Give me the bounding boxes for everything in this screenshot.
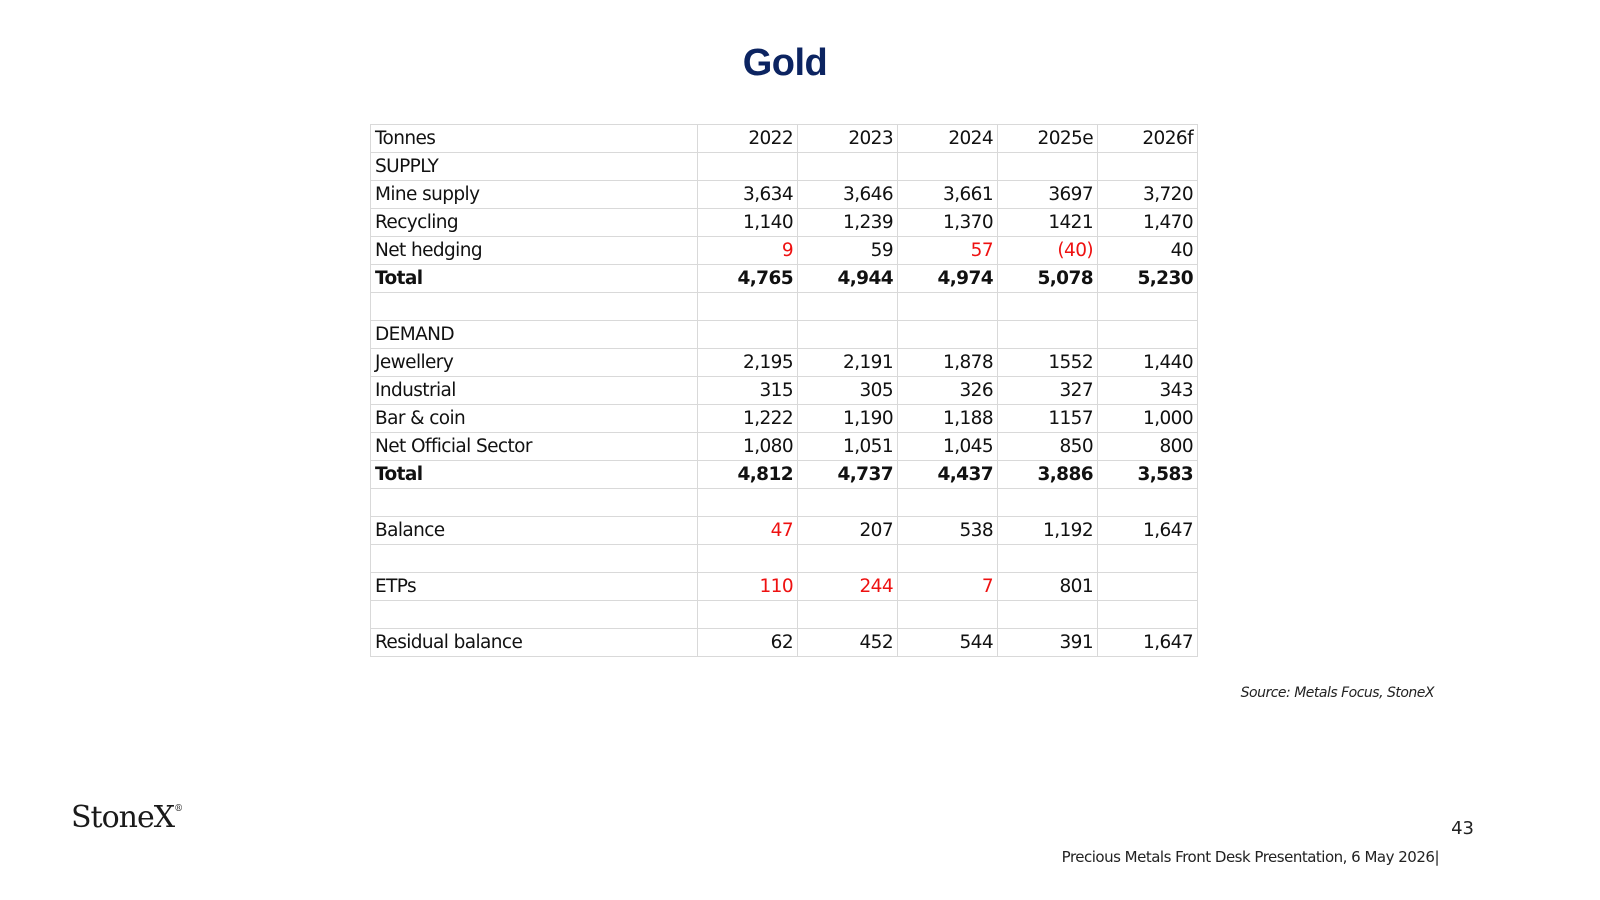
row-label: Net Official Sector (371, 433, 698, 461)
value-cell (698, 153, 798, 181)
value-cell (898, 601, 998, 629)
value-cell: 315 (698, 377, 798, 405)
table-row (371, 237, 1198, 265)
value-cell: 7 (898, 573, 998, 601)
table-body (371, 125, 1198, 657)
value-cell (698, 293, 798, 321)
value-cell: 1,222 (698, 405, 798, 433)
row-label: DEMAND (371, 321, 698, 349)
value-cell: 1,440 (1098, 349, 1198, 377)
row-label: Total (371, 461, 698, 489)
value-cell: 1,000 (1098, 405, 1198, 433)
table-row (371, 349, 1198, 377)
value-cell: 5,078 (998, 265, 1098, 293)
value-cell: 326 (898, 377, 998, 405)
value-cell (898, 545, 998, 573)
value-cell (1098, 153, 1198, 181)
row-label (371, 489, 698, 517)
value-cell: 1,190 (798, 405, 898, 433)
value-cell: 57 (898, 237, 998, 265)
value-cell: 4,765 (698, 265, 798, 293)
row-label: SUPPLY (371, 153, 698, 181)
value-cell (898, 321, 998, 349)
page-number: 43 (1451, 818, 1474, 839)
value-cell (1098, 293, 1198, 321)
table-row (371, 181, 1198, 209)
value-cell: 3,646 (798, 181, 898, 209)
value-cell: 305 (798, 377, 898, 405)
value-cell: 1552 (998, 349, 1098, 377)
table-row (371, 293, 1198, 321)
table-row (371, 489, 1198, 517)
value-cell: 850 (998, 433, 1098, 461)
value-cell (798, 153, 898, 181)
value-cell: 1421 (998, 209, 1098, 237)
value-cell: 4,437 (898, 461, 998, 489)
table-row (371, 433, 1198, 461)
table-row (371, 573, 1198, 601)
table-row (371, 517, 1198, 545)
table-row (371, 629, 1198, 657)
value-cell: 3,720 (1098, 181, 1198, 209)
value-cell (1098, 321, 1198, 349)
value-cell: 4,974 (898, 265, 998, 293)
table-row (371, 321, 1198, 349)
value-cell (698, 321, 798, 349)
value-cell: (40) (998, 237, 1098, 265)
table-row (371, 405, 1198, 433)
value-cell: 1,647 (1098, 517, 1198, 545)
value-cell: 327 (998, 377, 1098, 405)
value-cell: 1,045 (898, 433, 998, 461)
value-cell: 3,661 (898, 181, 998, 209)
value-cell: 4,737 (798, 461, 898, 489)
value-cell: 391 (998, 629, 1098, 657)
value-cell (798, 489, 898, 517)
value-cell (698, 545, 798, 573)
footer-text: Precious Metals Front Desk Presentation, 6 May 2026| (1061, 848, 1439, 866)
table-row (371, 153, 1198, 181)
header-cell-year: 2026f (1098, 125, 1198, 153)
table-row (371, 461, 1198, 489)
table-row (371, 601, 1198, 629)
row-label: Mine supply (371, 181, 698, 209)
value-cell (898, 153, 998, 181)
source-note: Source: Metals Focus, StoneX (1240, 685, 1434, 701)
value-cell (698, 601, 798, 629)
registered-mark: ® (174, 804, 183, 814)
value-cell: 244 (798, 573, 898, 601)
value-cell (898, 293, 998, 321)
value-cell: 4,944 (798, 265, 898, 293)
value-cell (998, 321, 1098, 349)
row-label (371, 601, 698, 629)
stonex-logo (71, 800, 182, 835)
value-cell: 9 (698, 237, 798, 265)
table-row (371, 209, 1198, 237)
value-cell: 343 (1098, 377, 1198, 405)
value-cell (998, 489, 1098, 517)
value-cell: 1,647 (1098, 629, 1198, 657)
value-cell (998, 153, 1098, 181)
value-cell: 452 (798, 629, 898, 657)
row-label: Recycling (371, 209, 698, 237)
row-label: Bar & coin (371, 405, 698, 433)
value-cell: 207 (798, 517, 898, 545)
value-cell: 544 (898, 629, 998, 657)
table-row (371, 377, 1198, 405)
value-cell: 1,140 (698, 209, 798, 237)
value-cell (898, 489, 998, 517)
page-title: Gold (742, 42, 828, 84)
value-cell: 1,188 (898, 405, 998, 433)
table-row (371, 545, 1198, 573)
row-label: Industrial (371, 377, 698, 405)
value-cell (998, 601, 1098, 629)
header-cell-year: 2024 (898, 125, 998, 153)
value-cell: 1,051 (798, 433, 898, 461)
value-cell (798, 545, 898, 573)
row-label: Residual balance (371, 629, 698, 657)
value-cell: 47 (698, 517, 798, 545)
value-cell: 1,192 (998, 517, 1098, 545)
logo-text: StoneX (71, 800, 175, 835)
value-cell: 1157 (998, 405, 1098, 433)
table-row (371, 265, 1198, 293)
value-cell: 3,583 (1098, 461, 1198, 489)
value-cell: 2,195 (698, 349, 798, 377)
value-cell: 3697 (998, 181, 1098, 209)
value-cell: 1,239 (798, 209, 898, 237)
value-cell: 1,470 (1098, 209, 1198, 237)
value-cell (1098, 545, 1198, 573)
header-cell-year: 2023 (798, 125, 898, 153)
header-cell-year: 2025e (998, 125, 1098, 153)
value-cell (698, 489, 798, 517)
value-cell: 1,080 (698, 433, 798, 461)
value-cell: 800 (1098, 433, 1198, 461)
value-cell (1098, 489, 1198, 517)
value-cell: 538 (898, 517, 998, 545)
row-label: Balance (371, 517, 698, 545)
value-cell: 3,886 (998, 461, 1098, 489)
value-cell (798, 321, 898, 349)
value-cell (798, 601, 898, 629)
value-cell (998, 545, 1098, 573)
value-cell (998, 293, 1098, 321)
value-cell (1098, 601, 1198, 629)
value-cell (798, 293, 898, 321)
value-cell: 62 (698, 629, 798, 657)
row-label: Jewellery (371, 349, 698, 377)
row-label (371, 545, 698, 573)
header-cell-year: 2022 (698, 125, 798, 153)
supply-demand-table (370, 124, 1198, 657)
value-cell (1098, 573, 1198, 601)
value-cell: 2,191 (798, 349, 898, 377)
value-cell: 110 (698, 573, 798, 601)
value-cell: 1,370 (898, 209, 998, 237)
value-cell: 4,812 (698, 461, 798, 489)
row-label: Total (371, 265, 698, 293)
value-cell: 801 (998, 573, 1098, 601)
value-cell: 3,634 (698, 181, 798, 209)
row-label: ETPs (371, 573, 698, 601)
row-label: Net hedging (371, 237, 698, 265)
header-cell-unit: Tonnes (371, 125, 698, 153)
table-header-row (371, 125, 1198, 153)
row-label (371, 293, 698, 321)
value-cell: 1,878 (898, 349, 998, 377)
value-cell: 5,230 (1098, 265, 1198, 293)
value-cell: 59 (798, 237, 898, 265)
value-cell: 40 (1098, 237, 1198, 265)
